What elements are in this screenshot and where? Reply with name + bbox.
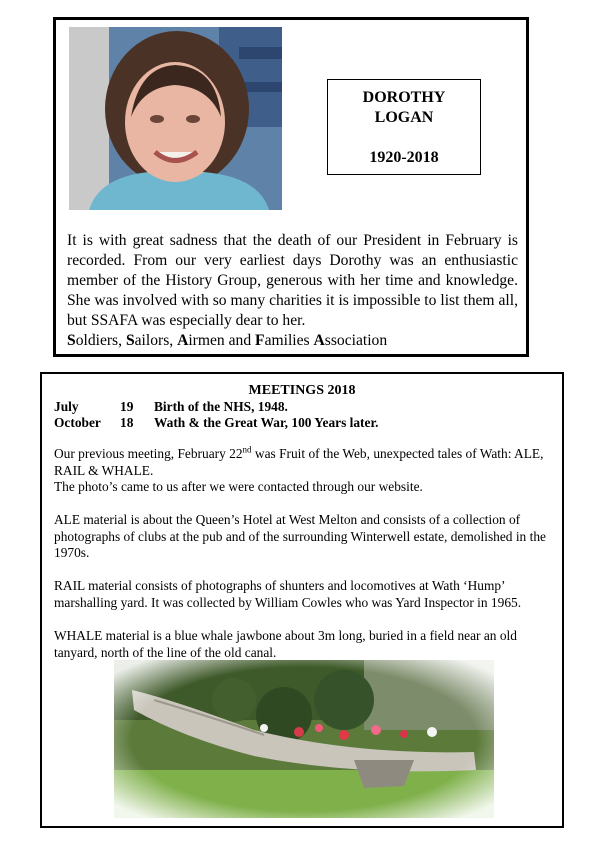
name-last: LOGAN [374, 109, 434, 126]
portrait-photo [69, 27, 282, 210]
ssafa-initial: S [125, 332, 135, 349]
ssafa-initial: F [255, 332, 265, 349]
name-box [327, 79, 481, 175]
meeting-topic: Birth of the NHS, 1948. [154, 399, 288, 414]
obituary-text [67, 231, 518, 351]
meeting-month: October [54, 415, 101, 430]
meetings-box [40, 372, 564, 828]
meeting-row [54, 399, 288, 415]
ssafa-word: ssociation [324, 332, 388, 349]
meeting-row [54, 415, 379, 431]
meeting-day: 18 [120, 415, 134, 430]
ssafa-word: irmen and [188, 332, 256, 349]
name-first: DOROTHY [362, 89, 446, 106]
meeting-month: July [54, 399, 79, 414]
ssafa-word: ailors, [134, 332, 178, 349]
ssafa-word: oldiers, [75, 332, 126, 349]
ssafa-expansion [67, 331, 518, 351]
obituary-box [53, 17, 529, 357]
previous-meeting-start: Our previous meeting, February 22 [54, 446, 243, 461]
meeting-day: 19 [120, 399, 134, 414]
meeting-topic: Wath & the Great War, 100 Years later. [154, 415, 379, 430]
rail-paragraph: RAIL material consists of photographs of shunters and locomotives at Wath ‘Hump’ marshalling yard. It was collected by William Cowles who was Yard Inspector in 1965. [54, 578, 522, 610]
life-years: 1920-2018 [369, 149, 439, 166]
ssafa-word: amilies [264, 332, 314, 349]
whale-jawbone-photo [114, 660, 494, 818]
whale-paragraph: WHALE material is a blue whale jawbone about 3m long, buried in a field near an old tanyard, north of the line of the old canal. [54, 628, 517, 660]
date-suffix: nd [242, 444, 252, 455]
ssafa-initial: S [67, 332, 76, 349]
obituary-paragraph: It is with great sadness that the death of our President in February is recorded. From our very earliest days Dorothy was an enthusiastic member of the History Group, generous with her time and knowledge. She was involved with so many charities it is impossible to list them all, but SSAFA was especially dear to her. [67, 232, 518, 329]
previous-meeting-end: was Fruit of the Web, unexpected tales of Wath: ALE, RAIL & WHALE. [54, 446, 544, 478]
ssafa-initial: A [313, 332, 325, 349]
meetings-title: MEETINGS 2018 [248, 383, 356, 398]
ssafa-initial: A [177, 332, 189, 349]
photo-note: The photo’s came to us after we were contacted through our website. [54, 479, 423, 494]
ale-paragraph: ALE material is about the Queen’s Hotel at West Melton and consists of a collection of photographs of clubs at the pub and of the surrounding Winterwell estate, demolished in the 1970s. [54, 512, 546, 560]
previous-meeting-text [54, 446, 554, 479]
